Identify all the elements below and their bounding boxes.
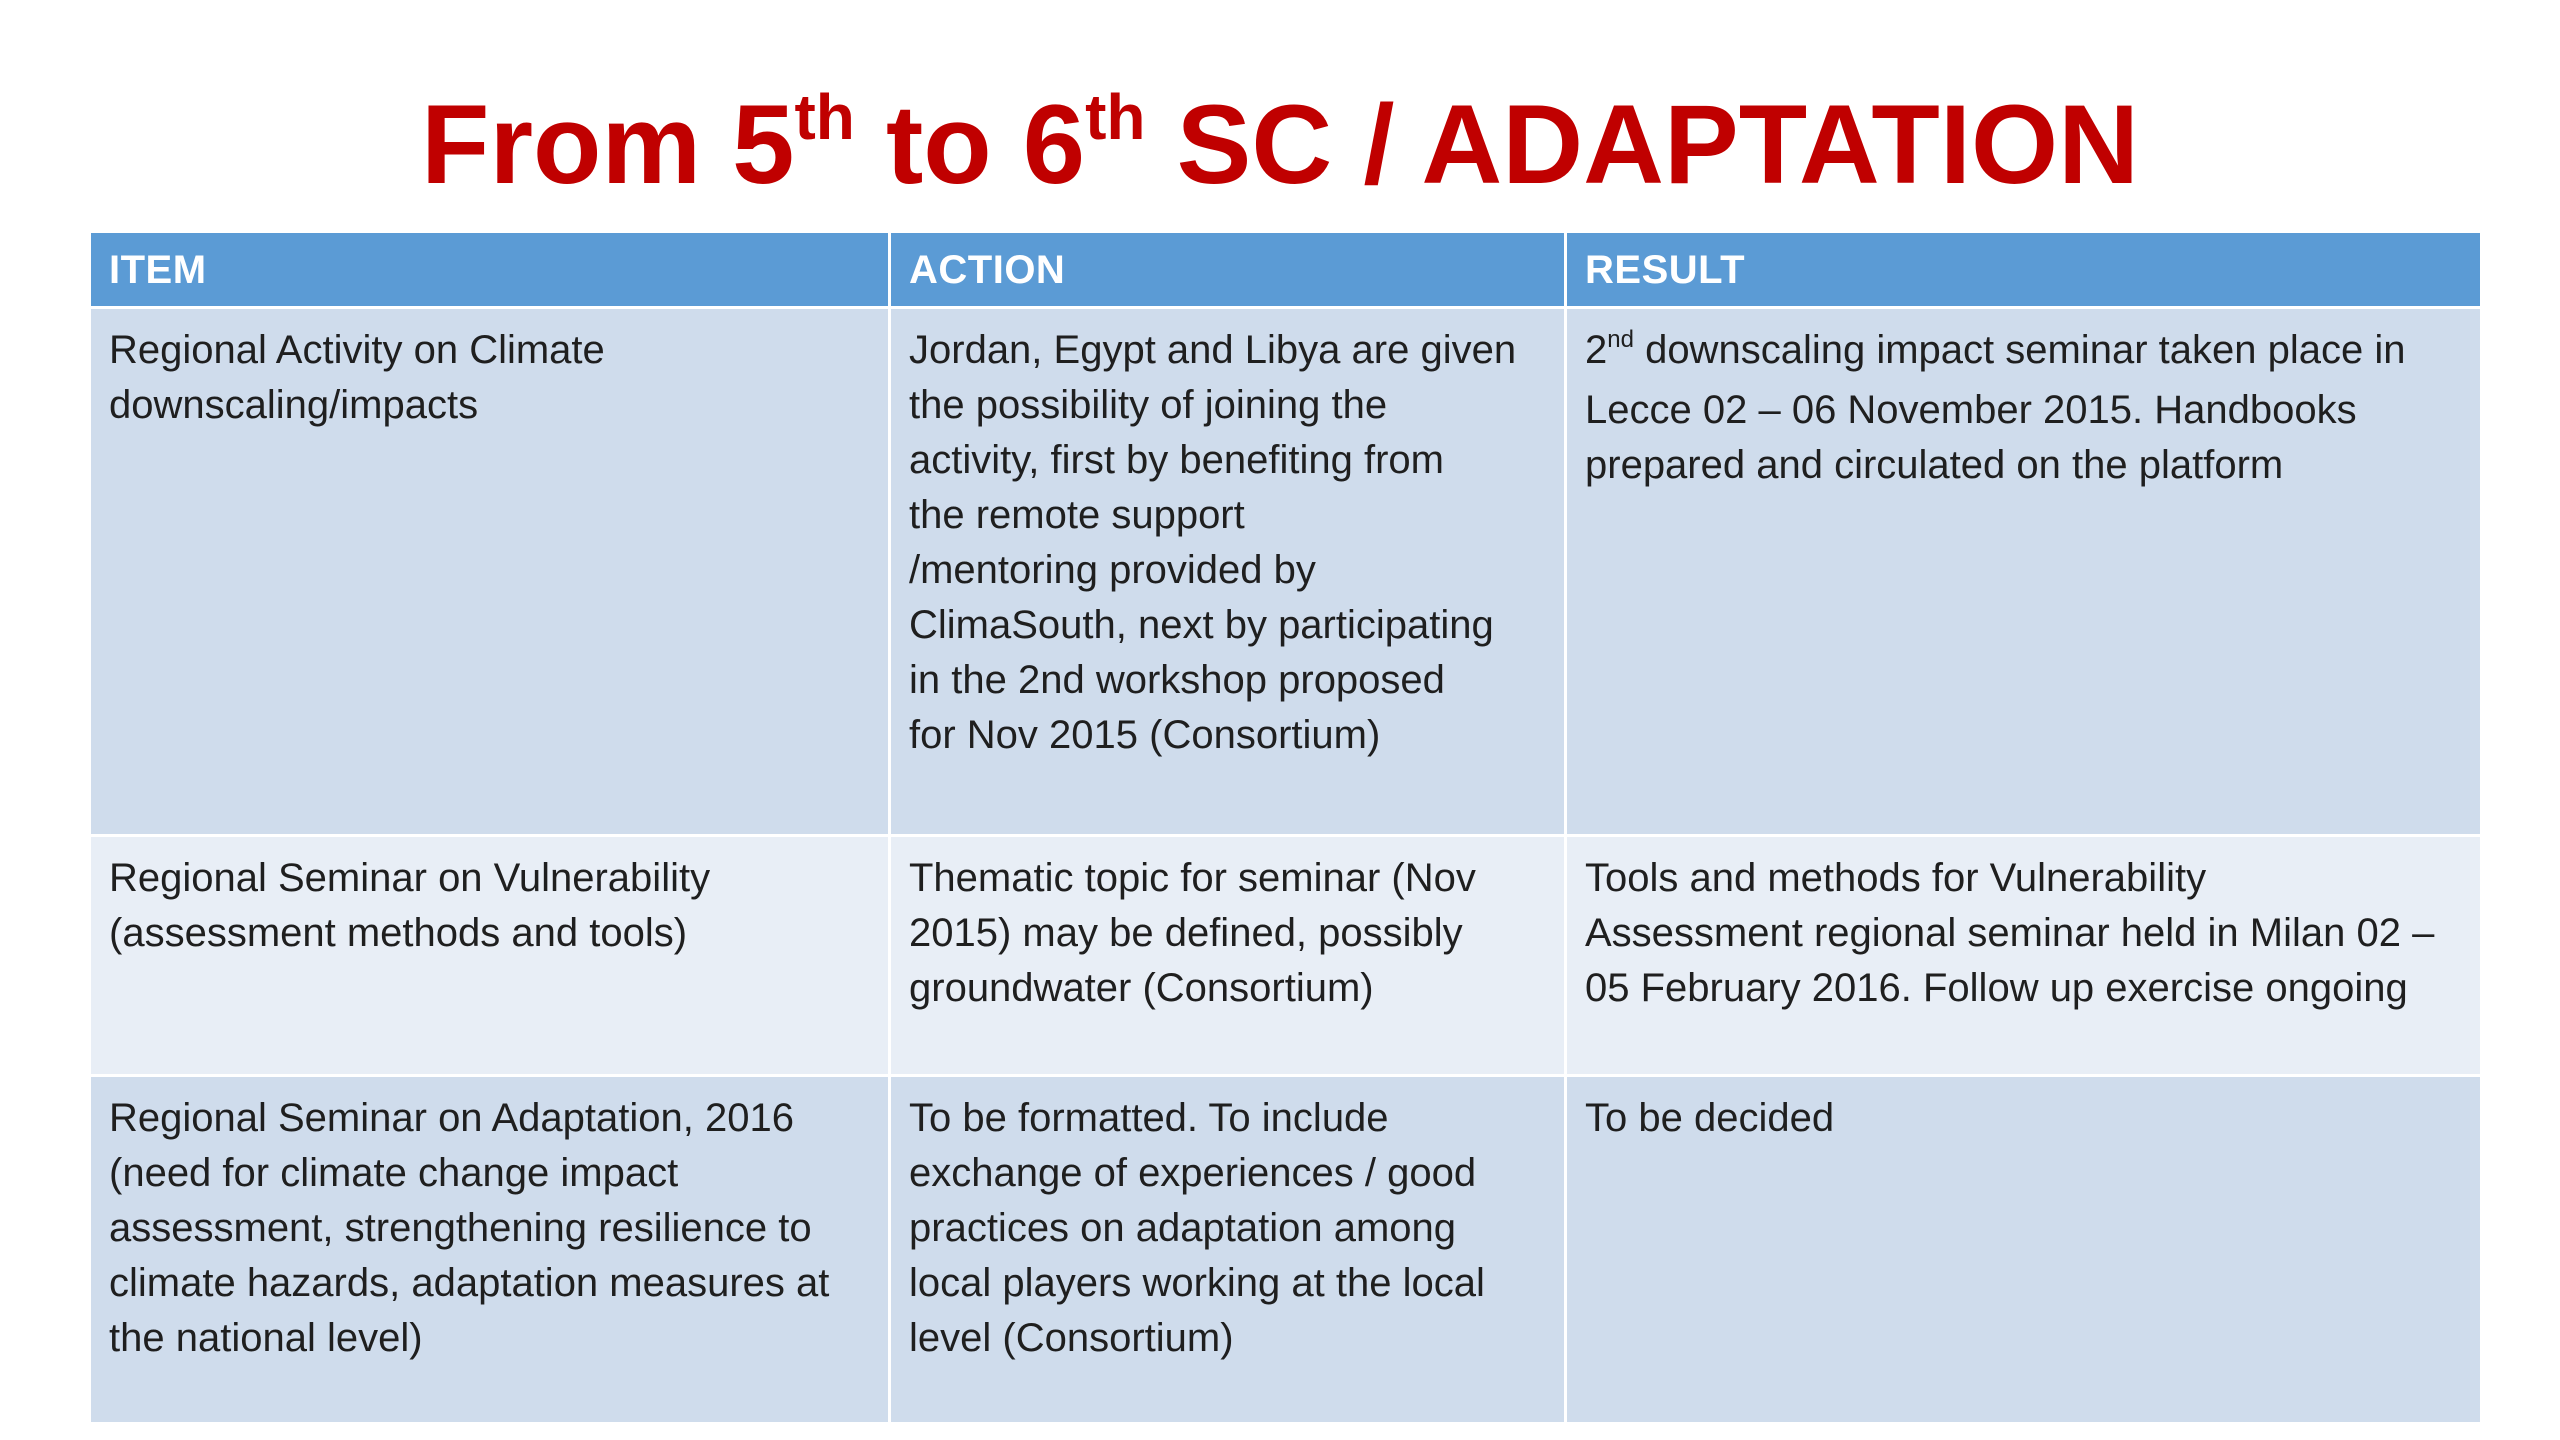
action-text: Thematic topic for seminar (Nov 2015) may be defined, possibly groundwater (Consortium) — [909, 856, 1476, 1010]
title-part-2: to 6 — [854, 82, 1086, 207]
item-text: Regional Seminar on Vulnerability (assessment methods and tools) — [109, 856, 711, 955]
header-item: ITEM — [90, 232, 890, 308]
table-row — [90, 308, 2482, 836]
result-text: To be decided — [1585, 1096, 1835, 1140]
cell-action — [890, 836, 1566, 1076]
header-action: ACTION — [890, 232, 1566, 308]
cell-action — [890, 1076, 1566, 1424]
cell-result — [1566, 1076, 2482, 1424]
result-text: Tools and methods for Vulnerability Assessment regional seminar held in Milan 02 – 05 February 2016. Follow up exercise ongoing — [1585, 856, 2435, 1010]
action-text: To be formatted. To include exchange of experiences / good practices on adaptation among local players working at the local level (Consortium) — [909, 1096, 1485, 1360]
table-row — [90, 1076, 2482, 1424]
item-text: Regional Activity on Climate downscaling/impacts — [109, 328, 605, 427]
action-text: Jordan, Egypt and Libya are given the possibility of joining the activity, first by benefiting from the remote support /mentoring provided by ClimaSouth, next by participating in the 2nd workshop proposed for Nov 2015 (Consortium) — [909, 328, 1517, 757]
cell-item — [90, 308, 890, 836]
cell-item — [90, 1076, 890, 1424]
cell-action — [890, 308, 1566, 836]
result-sup-base: 2 — [1585, 328, 1608, 372]
title-superscript-2: th — [1085, 81, 1146, 153]
cell-item — [90, 836, 890, 1076]
title-part-1: From 5 — [421, 82, 795, 207]
adaptation-table — [88, 230, 2483, 1425]
slide-title — [0, 70, 2560, 236]
result-text — [1585, 323, 2464, 493]
cell-result — [1566, 308, 2482, 836]
table-header-row — [90, 232, 2482, 308]
table-row — [90, 836, 2482, 1076]
header-result: RESULT — [1566, 232, 2482, 308]
item-text: Regional Seminar on Adaptation, 2016 (need for climate change impact assessment, strengthening resilience to climate hazards, adaptation measures at the national level) — [109, 1096, 830, 1360]
result-superscript: nd — [1607, 326, 1634, 353]
cell-result — [1566, 836, 2482, 1076]
title-part-3: SC / ADAPTATION — [1145, 82, 2139, 207]
result-body: downscaling impact seminar taken place in Lecce 02 – 06 November 2015. Handbooks prepared and circulated on the platform — [1585, 328, 2406, 487]
title-superscript-1: th — [794, 81, 855, 153]
